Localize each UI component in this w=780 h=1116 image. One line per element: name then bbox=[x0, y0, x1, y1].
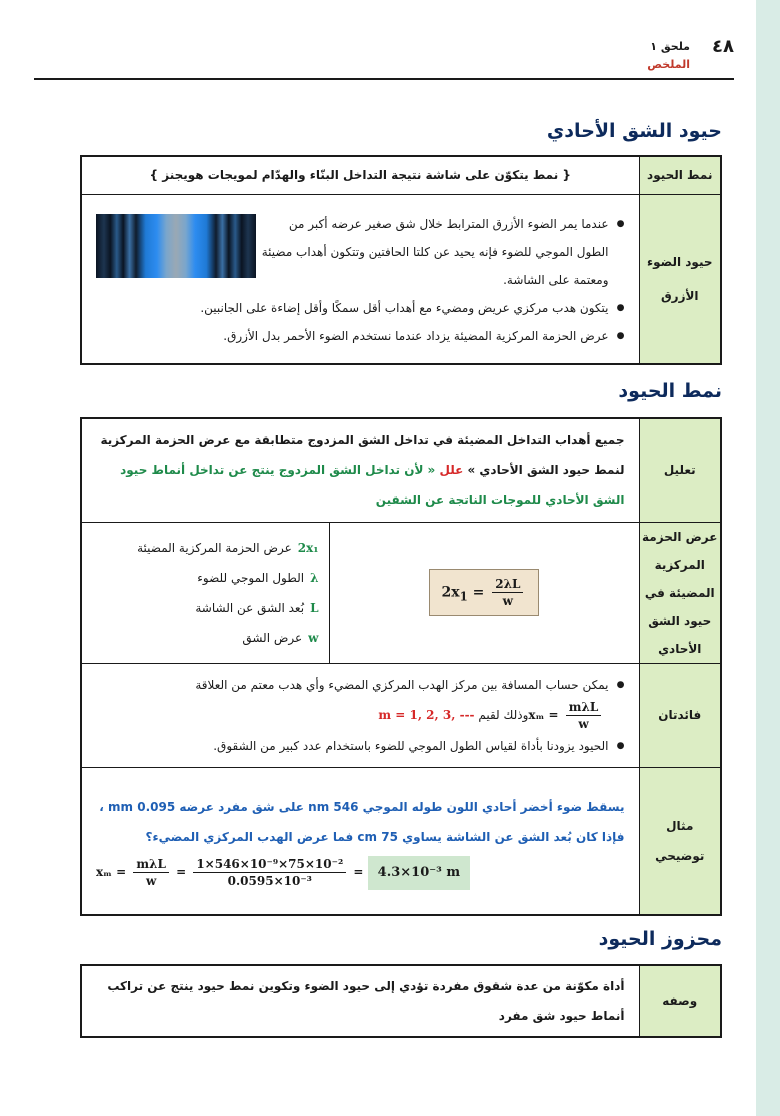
uses-formula bbox=[528, 699, 608, 731]
variable-symbol: w bbox=[308, 630, 319, 645]
equals-sign: = bbox=[176, 864, 187, 879]
variable-desc: عرض الحزمة المركزية المضيئة bbox=[137, 540, 292, 555]
grating-row bbox=[81, 965, 721, 1037]
example-frac1-den: w bbox=[145, 873, 157, 888]
example-fraction-1 bbox=[133, 856, 169, 889]
explain-row bbox=[81, 418, 721, 522]
explain-text-2: « لأن تداخل الشق المزدوج ينتج عن تداخل أنماط حيود الشق الأحادي للموجات الناتجة عن الشقين bbox=[120, 463, 625, 508]
example-fraction-2 bbox=[193, 856, 346, 889]
uses-text-1: يمكن حساب المسافة بين مركز الهدب المركزي المضيء وأي هدب معتم من العلاقة bbox=[195, 677, 609, 692]
variable-row bbox=[92, 533, 319, 563]
width-formula-cell bbox=[329, 522, 639, 663]
uses-bullets bbox=[96, 671, 625, 760]
variable-desc: الطول الموجي للضوء bbox=[197, 570, 305, 585]
width-label: عرض الحزمة المركزية المضيئة في حيود الشق الأحادي bbox=[639, 522, 721, 663]
sidebar-strip bbox=[756, 0, 780, 1116]
single-slit-title: حيود الشق الأحادي bbox=[546, 120, 722, 142]
pattern-title: نمط الحيود bbox=[618, 380, 722, 402]
example-question: يسقط ضوء أخضر أحادي اللون طوله الموجي 546 nm على شق مفرد عرضه 0.095 mm ، فإذا كان بُعد الشق عن الشاشة يساوي 75 cm فما عرض الهدب المركزي المضيء؟ bbox=[99, 799, 625, 844]
example-lhs: xₘ = bbox=[96, 864, 127, 879]
uses-row bbox=[81, 663, 721, 767]
uses-content bbox=[81, 663, 639, 767]
variable-desc: بُعد الشق عن الشاشة bbox=[195, 600, 305, 615]
example-solution bbox=[96, 856, 625, 890]
blue-bullet-2: ● يتكون هدب مركزي عريض ومضيء مع أهداب أقل سمكًا وأقل إضاءة على الجانبين. bbox=[96, 294, 625, 322]
variable-row bbox=[92, 563, 319, 593]
grating-title: محزوز الحيود bbox=[598, 928, 722, 950]
variable-symbol: 2x₁ bbox=[297, 540, 319, 555]
pattern-label: نمط الحيود bbox=[639, 156, 721, 194]
page-header bbox=[34, 36, 734, 86]
blue-label: حيود الضوء الأزرق bbox=[639, 194, 721, 364]
page-number: ٤٨ bbox=[712, 36, 734, 57]
variable-row bbox=[92, 623, 319, 653]
blue-bullet-1: ● عندما يمر الضوء الأزرق المترابط خلال شق صغير عرضه أكبر من الطول الموجي للضوء فإنه يحيد عن كلتا الحافتين وتتكون أهداب مضيئة ومعتمة على الشاشة. bbox=[96, 210, 625, 294]
blue-bullets bbox=[96, 210, 625, 350]
uses-formula-lhs: xₘ = bbox=[528, 707, 559, 722]
example-row bbox=[81, 767, 721, 915]
formula-num: 2λL bbox=[492, 576, 523, 593]
blue-bullet-3: ● عرض الحزمة المركزية المضيئة يزداد عندما نستخدم الضوء الأحمر بدل الأزرق. bbox=[96, 322, 625, 350]
pattern-table bbox=[80, 417, 722, 916]
example-frac2-num: 1×546×10⁻⁹×75×10⁻² bbox=[193, 856, 346, 873]
example-answer: 4.3×10⁻³ m bbox=[368, 856, 470, 890]
uses-label: فائدتان bbox=[639, 663, 721, 767]
width-row bbox=[81, 522, 721, 663]
example-content bbox=[81, 767, 639, 915]
formula-den: w bbox=[502, 594, 514, 608]
grating-label: وصفه bbox=[639, 965, 721, 1037]
formula-lhs: 2x bbox=[441, 584, 460, 601]
header-chapter: ملحق ١ bbox=[650, 40, 690, 53]
header-rule bbox=[34, 78, 734, 80]
uses-bullet-2: ● الحيود يزودنا بأداة لقياس الطول الموجي للضوء باستخدام عدد كبير من الشقوق. bbox=[96, 732, 625, 760]
variables-cell bbox=[81, 522, 329, 663]
explain-label: تعليل bbox=[639, 418, 721, 522]
explain-text bbox=[81, 418, 639, 522]
single-slit-table bbox=[80, 155, 722, 365]
grating-text: أداة مكوّنة من عدة شقوق مفردة تؤدي إلى حيود الضوء وتكوين نمط حيود ينتج عن تراكب أنماط حيود شق مفرد bbox=[81, 965, 639, 1037]
variable-symbol: L bbox=[310, 600, 319, 615]
example-frac2-den: 0.0595×10⁻³ bbox=[227, 873, 312, 888]
pattern-text: { نمط يتكوّن على شاشة نتيجة التداخل البنّاء والهدّام لمويجات هويجنز } bbox=[81, 156, 639, 194]
pattern-row bbox=[81, 156, 721, 194]
equals-sign: = bbox=[472, 584, 485, 601]
width-formula bbox=[429, 569, 540, 616]
uses-bullet-1 bbox=[96, 671, 625, 732]
variable-symbol: λ bbox=[310, 570, 319, 585]
blue-row bbox=[81, 194, 721, 364]
formula-sub: 1 bbox=[459, 589, 468, 604]
explain-text-1: جميع أهداب التداخل المضيئة في تداخل الشق المزدوج متطابقة مع عرض الحزمة المركزية لنمط حيود الشق الأحادي » bbox=[100, 433, 625, 478]
uses-fraction bbox=[566, 699, 602, 732]
equals-sign: = bbox=[353, 864, 364, 879]
blue-content bbox=[81, 194, 639, 364]
example-frac1-num: mλL bbox=[133, 856, 169, 873]
formula-fraction bbox=[492, 576, 523, 609]
grating-table bbox=[80, 964, 722, 1038]
uses-formula-den: w bbox=[578, 716, 589, 731]
uses-values: m = 1, 2, 3, --- bbox=[378, 707, 475, 722]
header-topic: الملخص bbox=[647, 58, 690, 71]
variable-desc: عرض الشق bbox=[242, 630, 303, 645]
uses-values-prefix: وذلك لقيم bbox=[478, 707, 529, 722]
variable-row bbox=[92, 593, 319, 623]
uses-formula-num: mλL bbox=[566, 699, 602, 716]
explain-keyword: علل bbox=[439, 463, 464, 478]
example-label: مثال توضيحي bbox=[639, 767, 721, 915]
